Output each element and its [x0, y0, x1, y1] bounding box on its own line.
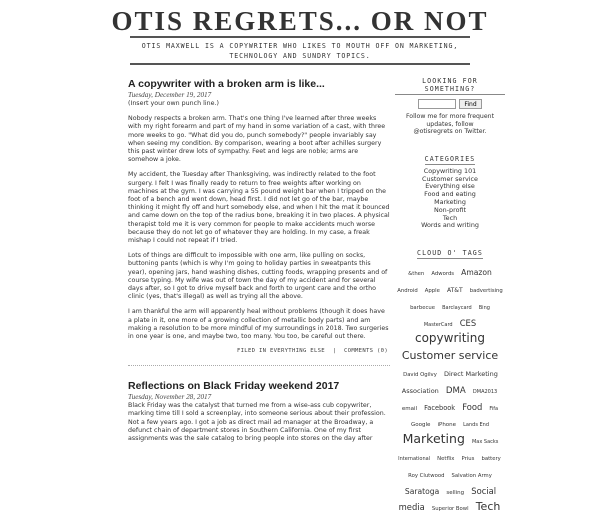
tags-heading: CLOUD O' TAGS [417, 249, 483, 258]
category-link[interactable]: FILED IN EVERYTHING ELSE [236, 348, 325, 355]
tag-link[interactable]: Saratoga [404, 486, 440, 496]
twitter-note [395, 113, 505, 136]
tag-link[interactable]: barbecue [410, 304, 435, 311]
tag-link[interactable]: Bing [478, 304, 490, 311]
tag-link[interactable]: iPhone [437, 422, 457, 429]
tag-link[interactable]: Salvation Army [451, 472, 492, 479]
tag-link[interactable]: Barclaycard [442, 304, 472, 311]
post-body [128, 100, 390, 341]
tag-link[interactable]: Lands End [463, 422, 490, 429]
twitter-note-text: Follow me for more frequent updates, follow [405, 113, 495, 128]
tag-link[interactable]: CES [459, 317, 477, 328]
category-link[interactable]: Marketing [434, 197, 466, 206]
search-heading: LOOKING FOR SOMETHING? [395, 77, 505, 95]
category-link[interactable]: Copywriting 101 [423, 166, 477, 175]
tag-link[interactable]: Roy Clutwood [408, 472, 445, 479]
tag-link[interactable]: Facebook [424, 403, 456, 412]
tags-widget [395, 240, 505, 514]
category-link[interactable]: Words and writing [421, 221, 479, 230]
categories-heading: CATEGORIES [424, 154, 476, 163]
tag-link[interactable]: email [401, 405, 418, 412]
post [128, 380, 390, 443]
search-row [395, 99, 505, 109]
tagline-box [130, 36, 470, 65]
main-content [128, 78, 390, 450]
twitter-link[interactable]: @otisregrets on Twitter. [413, 128, 487, 136]
post-paragraph: Nobody respects a broken arm. That's one thing I've learned after three weeks with my right forearm and part of my hand in some variation of a cast, with three more weeks to go. "What did you do, punch somebody?" people invariably say when seeing my condition. By comparison, wearing a boot after achilles surgery this past winter drew lots of sympathy. Feet and legs are noble; arms are somehow a joke. [128, 115, 386, 164]
tag-link[interactable]: Marketing [402, 431, 465, 447]
tag-link[interactable]: David Ogilvy [403, 371, 437, 378]
post-paragraph: My accident, the Tuesday after Thanksgiving, was indirectly related to the foot surgery. I felt I was finally ready to return to free weights after working on machines at the gym. I was carrying a 55 pound weight bar when I tripped on the foot of a bench and went down, head first. I did not let go of the bar, maybe thinking it might fly off and hurt somebody else, and when I hit the mat it bounced and came down on the top of the radius bone, breaking it in two places. A physical therapist told me it is very common for people to make accidents much worse because they do not let go of whatever they are holding. In my case, a freak mishap I could not repeat if I tried. [128, 171, 390, 245]
post [128, 78, 390, 354]
sidebar [395, 76, 505, 514]
post-title[interactable]: A copywriter with a broken arm is like... [128, 78, 325, 90]
post-paragraph: Lots of things are difficult to impossible with one arm, like pulling on socks, buttoning pants (which is why I'm going to holiday parties in sweatpants this year), opening jars, hand washing dishes, cutting foods, wrapping presents and of course typing. My wife was out of town the day of my accident and for several days after, so I got to drive myself back and forth to urgent care and the ortho clinic (yes, that's illegal) as well as trying all the above. [128, 252, 388, 301]
tag-link[interactable]: battery [481, 455, 501, 462]
tag-link[interactable]: Max Sacks International [398, 439, 499, 462]
post-separator [128, 365, 390, 366]
tag-link[interactable]: Social media [398, 485, 497, 513]
site-title[interactable]: OTIS REGRETS... OR NOT [111, 6, 489, 36]
tag-link[interactable]: DMA2013 [472, 388, 498, 395]
post-paragraph: I am thankful the arm will apparently heal without problems (though it does have a plate in it, one more of a growing collection of metallic body parts) and am making a resolution to be more mindful of my surroundings in 2018. Two surgeries in one year is one, and maybe two, too many. You too, be careful out there. [128, 308, 389, 341]
tag-cloud [395, 262, 505, 514]
category-link[interactable]: Non-profit [433, 205, 467, 214]
tag-link[interactable]: Prius [461, 455, 475, 462]
post-paragraph: (Insert your own punch line.) [128, 100, 219, 107]
tag-link[interactable]: Tech [475, 500, 501, 514]
post-date: Tuesday, December 19, 2017 [128, 91, 212, 99]
search-widget [395, 76, 505, 109]
tag-link[interactable]: &then [408, 271, 425, 278]
tag-link[interactable]: AT&T [446, 286, 463, 294]
tag-link[interactable]: Customer service [401, 349, 499, 363]
tag-link[interactable]: selling [446, 489, 465, 496]
tag-link[interactable]: DMA [445, 385, 466, 396]
category-link[interactable]: Customer service [422, 174, 478, 183]
tag-link[interactable]: copywriting [414, 331, 485, 346]
tag-link[interactable]: Food [462, 401, 483, 412]
tag-link[interactable]: Adwords [431, 271, 455, 278]
tag-link[interactable]: Fifa [489, 405, 499, 412]
tag-link[interactable]: Google [410, 422, 431, 429]
post-paragraph: Black Friday was the catalyst that turned me from a wise-ass cub copywriter, marking time till I sold a screenplay, into someone serious about their profession. Not a few years ago. I got a job as direct mail ad manager at the Broadway, a defunct chain of department stores in Southern California. One of my first assignments was the sale catalog to bring people into stores on the day after [128, 402, 386, 443]
tag-link[interactable]: Amazon [461, 268, 492, 278]
comments-link[interactable]: COMMENTS (0) [343, 348, 388, 355]
post-date: Tuesday, November 28, 2017 [128, 393, 212, 402]
category-link[interactable]: Food and eating [424, 190, 476, 199]
category-link[interactable]: Everything else [425, 182, 475, 191]
post-meta [128, 348, 390, 354]
post-title[interactable]: Reflections on Black Friday weekend 2017 [128, 380, 340, 393]
find-button[interactable]: Find [459, 99, 481, 109]
tag-link[interactable]: MasterCard [423, 321, 453, 328]
meta-divider: | [332, 348, 337, 355]
tag-link[interactable]: Superior Bowl [431, 506, 469, 513]
tag-link[interactable]: badvertising [469, 287, 503, 294]
categories-widget [395, 146, 505, 230]
site-tagline: OTIS MAXWELL IS A COPYWRITER WHO LIKES TO MOUTH OFF ON MARKETING, TECHNOLOGY AND SUNDRY TOPICS. [141, 42, 459, 60]
tag-link[interactable]: Netflix [437, 455, 455, 462]
category-link[interactable]: Tech [442, 213, 458, 222]
tag-link[interactable]: Apple [424, 287, 440, 294]
category-list [395, 168, 505, 230]
tag-link[interactable]: Android [397, 287, 418, 294]
tag-link[interactable]: Direct Marketing Association [401, 369, 498, 395]
post-body [128, 402, 390, 443]
search-input[interactable] [418, 99, 456, 109]
site-header [0, 0, 600, 63]
